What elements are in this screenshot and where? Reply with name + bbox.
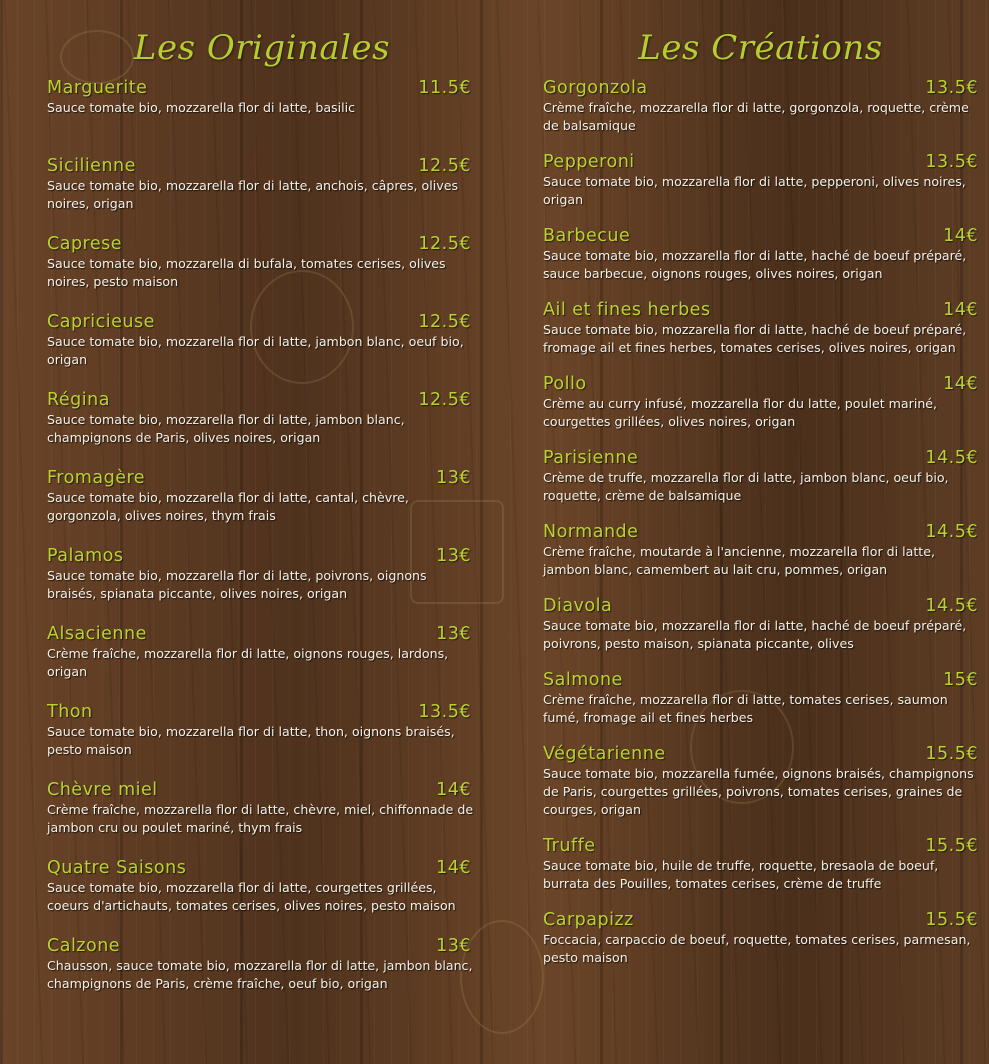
pizza-name: Palamos (47, 546, 124, 566)
pizza-price: 13€ (436, 624, 471, 644)
pizza-price: 11.5€ (418, 78, 471, 98)
menu-item (543, 448, 978, 505)
pizza-price: 14€ (436, 780, 471, 800)
menu-item (47, 546, 477, 604)
menu-item (543, 910, 978, 967)
menu-item-header (543, 78, 978, 98)
menu-item (47, 780, 477, 838)
menu-item-header (47, 312, 477, 332)
pizza-ingredients: Sauce tomate bio, mozzarella di bufala, tomates cerises, olives noires, pesto maison (47, 256, 446, 289)
pizza-ingredients: Crème au curry infusé, mozzarella flor du latte, poulet mariné, courgettes grillées, olives noires, origan (543, 396, 938, 429)
pizza-ingredients: Sauce tomate bio, mozzarella flor di latte, thon, oignons braisés, pesto maison (47, 724, 455, 757)
menu-item (47, 312, 477, 370)
pizza-name: Chèvre miel (47, 780, 158, 800)
menu-item (47, 624, 477, 682)
menu-item-header (543, 374, 978, 394)
menu-item-header (543, 670, 978, 690)
pizza-name: Pollo (543, 374, 587, 394)
pizza-ingredients: Sauce tomate bio, huile de truffe, roquette, bresaola de boeuf, burrata des Pouilles, tomates cerises, crème de truffe (543, 858, 939, 891)
menu-item-header (543, 300, 978, 320)
menu-item-header (47, 858, 477, 878)
pizza-ingredients: Crème fraîche, moutarde à l'ancienne, mozzarella flor di latte, jambon blanc, camembert au lait cru, pommes, origan (543, 544, 935, 577)
creations-list (543, 78, 978, 967)
menu-item-header (47, 780, 477, 800)
pizza-name: Salmone (543, 670, 623, 690)
pizza-ingredients: Sauce tomate bio, mozzarella flor di latte, haché de boeuf préparé, poivrons, pesto maison, spianata piccante, olives (543, 618, 967, 651)
menu-item (47, 702, 477, 760)
menu-item (47, 78, 477, 136)
originales-heading: Les Originales (133, 28, 391, 68)
pizza-ingredients: Crème fraîche, mozzarella flor di latte, gorgonzola, roquette, crème de balsamique (543, 100, 969, 133)
pizza-ingredients: Crème de truffe, mozzarella flor di latte, jambon blanc, oeuf bio, roquette, crème de balsamique (543, 470, 949, 503)
pizza-name: Calzone (47, 936, 121, 956)
pizza-name: Capricieuse (47, 312, 155, 332)
pizza-price: 15.5€ (925, 910, 978, 930)
pizza-ingredients: Sauce tomate bio, mozzarella flor di latte, courgettes grillées, coeurs d'artichauts, tomates cerises, olives noires, pesto maison (47, 880, 456, 913)
pizza-name: Végétarienne (543, 744, 666, 764)
pizza-name: Marguerite (47, 78, 148, 98)
menu-item (47, 390, 477, 448)
pizza-price: 12.5€ (418, 234, 471, 254)
menu-item-header (47, 546, 477, 566)
menu-item-header (543, 836, 978, 856)
pizza-price: 14€ (943, 226, 978, 246)
pizza-price: 13€ (436, 546, 471, 566)
pizza-name: Pepperoni (543, 152, 635, 172)
menu-item-header (47, 936, 477, 956)
pizza-ingredients: Sauce tomate bio, mozzarella flor di latte, jambon blanc, oeuf bio, origan (47, 334, 464, 367)
pizza-name: Alsacienne (47, 624, 147, 644)
menu-item-header (47, 390, 477, 410)
pizza-name: Fromagère (47, 468, 146, 488)
menu-item-header (47, 624, 477, 644)
creations-heading: Les Créations (638, 28, 883, 68)
pizza-price: 12.5€ (418, 312, 471, 332)
pizza-ingredients: Sauce tomate bio, mozzarella flor di latte, basilic (47, 100, 356, 115)
menu-item-header (543, 522, 978, 542)
menu-item-header (47, 702, 477, 722)
menu-item (47, 936, 477, 994)
menu-item (543, 522, 978, 579)
menu-item (543, 744, 978, 819)
originales-list (47, 78, 477, 994)
menu-item-header (543, 152, 978, 172)
pizza-ingredients: Sauce tomate bio, mozzarella flor di latte, pepperoni, olives noires, origan (543, 174, 966, 207)
pizza-name: Caprese (47, 234, 123, 254)
pizza-price: 15.5€ (925, 836, 978, 856)
pizza-ingredients: Crème fraîche, mozzarella flor di latte, chèvre, miel, chiffonnade de jambon cru ou poulet mariné, thym frais (47, 802, 474, 835)
pizza-price: 14.5€ (925, 596, 978, 616)
menu-item-header (543, 596, 978, 616)
pizza-price: 12.5€ (418, 156, 471, 176)
pizza-price: 15€ (943, 670, 978, 690)
pizza-price: 12.5€ (418, 390, 471, 410)
pizza-ingredients: Crème fraîche, mozzarella flor di latte, tomates cerises, saumon fumé, fromage ail et fines herbes (543, 692, 948, 725)
menu-item-header (47, 468, 477, 488)
pizza-name: Diavola (543, 596, 613, 616)
pizza-price: 14€ (436, 858, 471, 878)
pizza-ingredients: Foccacia, carpaccio de boeuf, roquette, tomates cerises, parmesan, pesto maison (543, 932, 971, 965)
originales-section (47, 28, 477, 1014)
pizza-price: 14.5€ (925, 448, 978, 468)
pizza-name: Gorgonzola (543, 78, 648, 98)
menu-item (543, 78, 978, 135)
pizza-name: Truffe (543, 836, 596, 856)
pizza-ingredients: Sauce tomate bio, mozzarella flor di latte, haché de boeuf préparé, sauce barbecue, oignons rouges, olives noires, origan (543, 248, 967, 281)
menu-item (543, 226, 978, 283)
menu-item (543, 596, 978, 653)
pizza-price: 13.5€ (925, 152, 978, 172)
pizza-name: Parisienne (543, 448, 639, 468)
pizza-ingredients: Crème fraîche, mozzarella flor di latte, oignons rouges, lardons, origan (47, 646, 449, 679)
menu-item (543, 836, 978, 893)
pizza-ingredients: Sauce tomate bio, mozzarella flor di latte, jambon blanc, champignons de Paris, olives noires, origan (47, 412, 405, 445)
pizza-ingredients: Sauce tomate bio, mozzarella fumée, oignons braisés, champignons de Paris, courgettes grillées, poivrons, tomates cerises, graines de courges, origan (543, 766, 974, 817)
pizza-name: Sicilienne (47, 156, 136, 176)
pizza-price: 14.5€ (925, 522, 978, 542)
menu-item (543, 374, 978, 431)
pizza-ingredients: Sauce tomate bio, mozzarella flor di latte, poivrons, oignons braisés, spianata piccante, olives noires, origan (47, 568, 427, 601)
pizza-price: 14€ (943, 374, 978, 394)
menu-item (543, 670, 978, 727)
pizza-name: Barbecue (543, 226, 631, 246)
menu-item (47, 858, 477, 916)
pizza-ingredients: Sauce tomate bio, mozzarella flor di latte, cantal, chèvre, gorgonzola, olives noires, thym frais (47, 490, 409, 523)
menu-item (543, 300, 978, 357)
pizza-ingredients: Sauce tomate bio, mozzarella flor di latte, haché de boeuf préparé, fromage ail et fines herbes, tomates cerises, olives noires, origan (543, 322, 967, 355)
pizza-name: Régina (47, 390, 110, 410)
menu-item (47, 468, 477, 526)
menu-item-header (47, 156, 477, 176)
menu-item-header (543, 226, 978, 246)
pizza-name: Quatre Saisons (47, 858, 187, 878)
creations-section (543, 28, 978, 984)
menu-item-header (543, 448, 978, 468)
menu-item-header (47, 234, 477, 254)
pizza-name: Carpapizz (543, 910, 634, 930)
pizza-name: Thon (47, 702, 93, 722)
pizza-price: 14€ (943, 300, 978, 320)
pizza-price: 13.5€ (418, 702, 471, 722)
pizza-price: 15.5€ (925, 744, 978, 764)
menu-item (47, 234, 477, 292)
pizza-price: 13€ (436, 936, 471, 956)
pizza-price: 13€ (436, 468, 471, 488)
pizza-price: 13.5€ (925, 78, 978, 98)
menu-item-header (543, 744, 978, 764)
pizza-ingredients: Sauce tomate bio, mozzarella flor di latte, anchois, câpres, olives noires, origan (47, 178, 459, 211)
pizza-name: Normande (543, 522, 639, 542)
menu-item (543, 152, 978, 209)
pizza-name: Ail et fines herbes (543, 300, 711, 320)
menu-item-header (47, 78, 477, 98)
menu-item-header (543, 910, 978, 930)
pizza-ingredients: Chausson, sauce tomate bio, mozzarella flor di latte, jambon blanc, champignons de Paris, crème fraîche, oeuf bio, origan (47, 958, 473, 991)
menu-item (47, 156, 477, 214)
